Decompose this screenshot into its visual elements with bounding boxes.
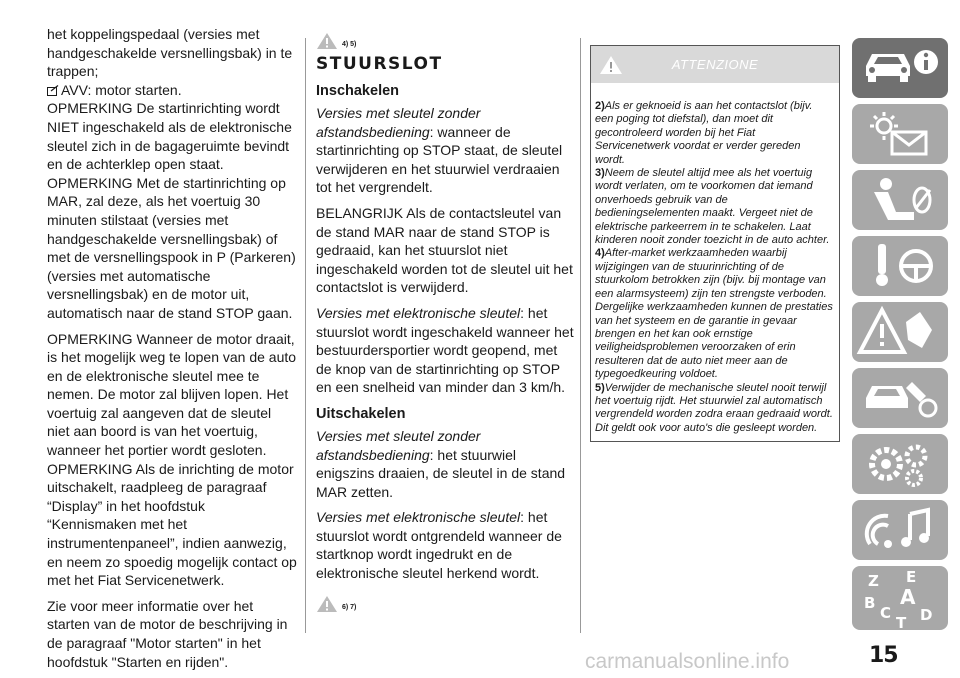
radio-music-icon bbox=[852, 500, 948, 560]
note-luggage: OPMERKING De startinrichting wordt NIET ingeschakeld als de elektronische sleutel zich in de bagageruimte bevindt en de achterklep open staat. bbox=[47, 100, 292, 173]
gears-icon bbox=[852, 434, 948, 494]
heading-uitschakelen: Uitschakelen bbox=[316, 405, 406, 422]
index-letter: Z bbox=[868, 572, 879, 590]
warning-triangle-icon bbox=[316, 595, 338, 613]
index-letters-icon bbox=[852, 566, 948, 630]
attention-box bbox=[590, 45, 840, 442]
tab-technical-data[interactable] bbox=[852, 434, 948, 494]
warning-ref-bottom: 6) 7) bbox=[316, 591, 574, 613]
paragraph-more-info: Zie voor meer informatie over het starten van de motor de beschrijving in de paragraaf "Motor starten" in het hoofdstuk "Starten en rijden". bbox=[47, 597, 288, 670]
tab-multimedia[interactable] bbox=[852, 500, 948, 560]
tab-warning-lights[interactable] bbox=[852, 104, 948, 164]
paragraph-important: BELANGRIJK Als de contactsleutel van de stand MAR naar de stand STOP is gedraaid, kan het stuurslot niet ingeschakeld worden tot de sleutel uit het contactslot is verwijderd. bbox=[316, 204, 573, 296]
seat-airbag-icon bbox=[852, 170, 948, 230]
index-letter: C bbox=[880, 604, 892, 622]
note-mar: OPMERKING Met de startinrichting op MAR, zal deze, als het voertuig 30 minuten stilstaat (versies met handgeschakelde versnellingsbak) of met de versnellingspook in P (Parkeren) (versies met automatische versnellingsbak) en de motor uit, automatisch naar de stand STOP gaan. bbox=[47, 174, 296, 321]
column-1 bbox=[47, 25, 297, 671]
page-number: 15 bbox=[869, 643, 898, 668]
warning-triangle-icon bbox=[316, 32, 338, 50]
tab-safety[interactable] bbox=[852, 170, 948, 230]
warning-lights-icon bbox=[852, 104, 948, 164]
paragraph-unlock-electronic: Versies met elektronische sleutel: het stuurslot wordt ontgrendeld wanneer de startknop wordt ingedrukt en de elektronische sleutel herkend wordt. bbox=[316, 509, 562, 582]
index-letter: E bbox=[906, 568, 917, 586]
note-display: OPMERKING Als de inrichting de motor uitschakelt, raadpleeg de paragraaf “Display” in het hoofdstuk “Kennismaken met het instrumentenpaneel”, indien aanwezig, en neem zo spoedig mogelijk contact op met het Fiat Servicenetwerk. bbox=[47, 460, 297, 589]
column-divider-1 bbox=[305, 38, 306, 633]
car-service-icon bbox=[852, 368, 948, 428]
attention-header bbox=[591, 46, 839, 83]
column-3 bbox=[590, 45, 838, 442]
column-2 bbox=[316, 28, 574, 613]
index-letter: A bbox=[900, 585, 916, 609]
start-bullet-icon bbox=[47, 85, 59, 96]
tab-knowing-car[interactable] bbox=[852, 38, 948, 98]
chapter-tabs bbox=[852, 38, 948, 636]
index-letter: D bbox=[920, 606, 933, 624]
key-steering-icon bbox=[852, 236, 948, 296]
warning-ref-top: 4) 5) bbox=[316, 28, 574, 50]
watermark: carmanualsonline.info bbox=[585, 650, 790, 673]
paragraph-avv: AVV: motor starten. bbox=[47, 81, 297, 100]
tab-starting-driving[interactable] bbox=[852, 236, 948, 296]
attention-body bbox=[591, 83, 839, 441]
paragraph-lock-no-remote: Versies met sleutel zonder afstandsbediening: wanneer de startinrichting op STOP staat, de sleutel verwijderen en het stuurwiel verdraaien tot het vergrendelt. bbox=[316, 105, 563, 196]
tab-emergency[interactable] bbox=[852, 302, 948, 362]
paragraph-clutch: het koppelingspedaal (versies met handgeschakelde versnellingsbak) in te trappen; bbox=[47, 26, 293, 80]
note-walk-away: OPMERKING Wanneer de motor draait, is het mogelijk weg te lopen van de auto en de elektronische sleutel mee te nemen. De motor zal blijven lopen. Het voertuig zal aangeven dat de sleutel niet aan boord is van het voertuig, wanneer het portier wordt gesloten. bbox=[47, 330, 297, 459]
heading-inschakelen: Inschakelen bbox=[316, 83, 400, 99]
index-letter: T bbox=[896, 614, 907, 630]
column-divider-2 bbox=[580, 38, 581, 633]
paragraph-lock-electronic: Versies met elektronische sleutel: het stuurslot wordt ingeschakeld wanneer het bestuurdersportier wordt geopend, met de knop van de startinrichting op STOP en een snelheid van minder dan 3 km/h. bbox=[316, 304, 574, 396]
attention-item: 5)Verwijder de mechanische sleutel nooit terwijl het voertuig rijdt. Het stuurwiel zal automatisch vergrendeld worden zodra eraan gedraaid wordt. Dit geldt ook voor auto's die gesleept worden. bbox=[595, 381, 833, 434]
road-warning-icon bbox=[852, 302, 948, 362]
tab-maintenance[interactable] bbox=[852, 368, 948, 428]
attention-item: 4)After-market werkzaamheden waarbij wijzigingen van de stuurinrichting of de stuurkolom betrokken zijn (bijv. bij montage van een alarmsysteem) zijn ten strengste verboden. Dergelijke werkzaamheden kunnen de prestaties van het systeem en de garantie in gevaar brengen en het kan ook ernstige veiligheidsproblemen veroorzaken of erin resulteren dat de auto niet meer aan de typegoedkeuring voldoet. bbox=[595, 247, 833, 381]
tab-index[interactable] bbox=[852, 566, 948, 630]
car-info-icon bbox=[852, 38, 948, 98]
section-title: STUURSLOT bbox=[316, 54, 443, 74]
index-letter: B bbox=[864, 594, 876, 612]
attention-item: 2)Als er geknoeid is aan het contactslot (bijv. een poging tot diefstal), dan moet dit gecontroleerd worden bij het Fiat Servicenetwerk voordat er verder gereden wordt. bbox=[595, 100, 813, 166]
attention-label: ATTENZIONE bbox=[671, 57, 759, 72]
attention-item: 3)Neem de sleutel altijd mee als het voertuig wordt verlaten, om te voorkomen dat iemand onverhoeds gebruik van de bedieningselementen maakt. Vergeet niet de elektrische parkeerrem in te schakelen. Laat kinderen nooit zonder toezicht in de auto achter. bbox=[595, 167, 830, 247]
paragraph-unlock-no-remote: Versies met sleutel zonder afstandsbediening: het stuurwiel enigszins draaien, de sleutel in de stand MAR zetten. bbox=[316, 427, 566, 500]
